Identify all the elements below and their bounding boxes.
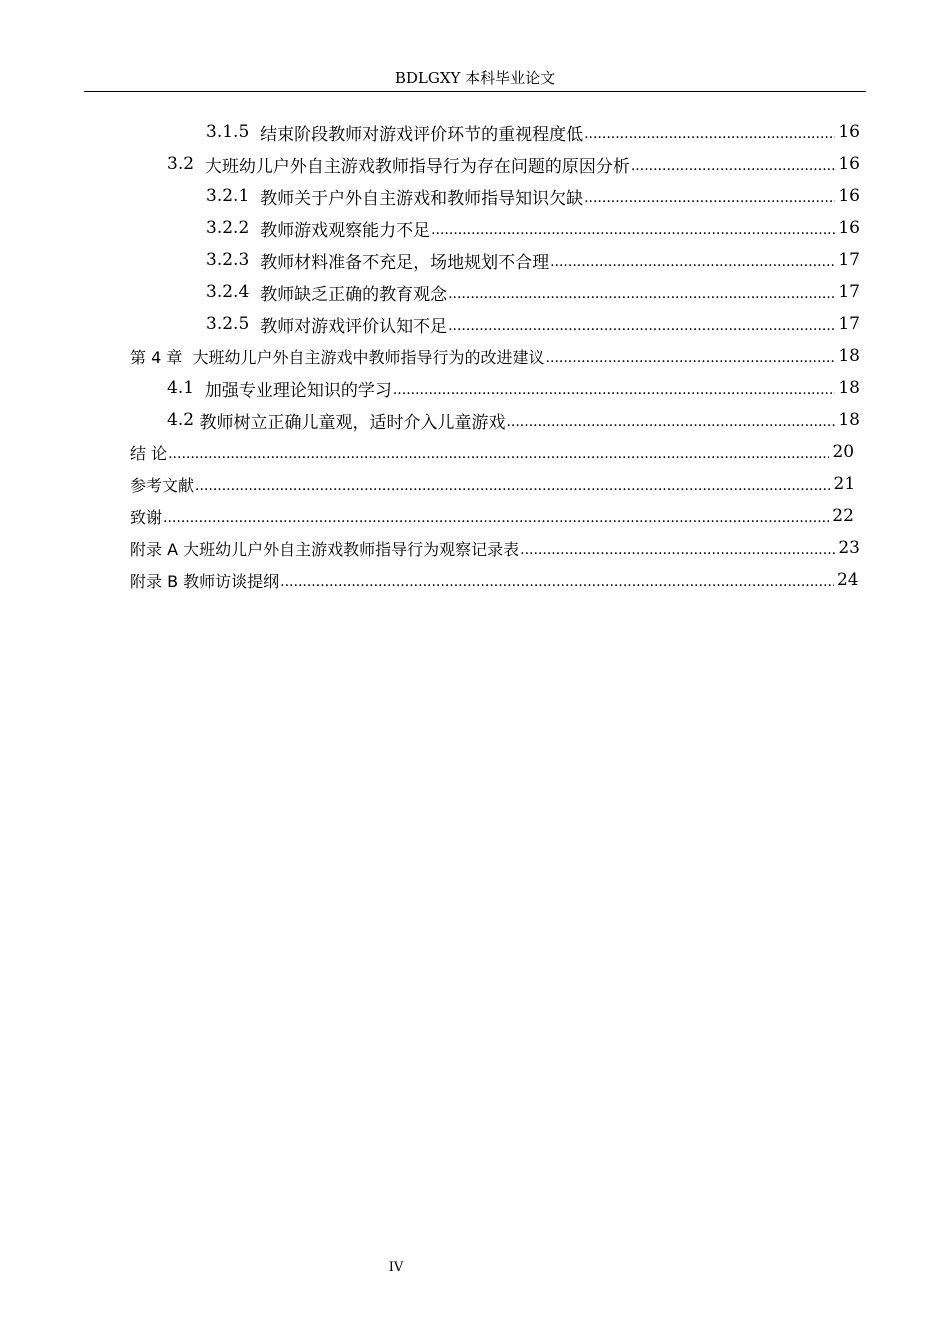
toc-entry-page: 16 [838,154,860,174]
table-of-contents [0,116,950,596]
toc-leader-dots [448,315,835,335]
toc-entry-number: 3.2 [167,154,205,174]
toc-entry[interactable] [0,116,950,148]
toc-entry[interactable] [0,436,950,468]
toc-entry-page: 18 [838,378,860,398]
toc-entry-title: 附录 A 大班幼儿户外自主游戏教师指导行为观察记录表 [130,539,520,559]
toc-entry[interactable] [0,244,950,276]
toc-entry-page: 17 [838,282,860,302]
toc-entry-title: 大班幼儿户外自主游戏教师指导行为存在问题的原因分析 [204,156,630,177]
toc-entry-page: 20 [832,442,855,462]
toc-leader-dots [584,187,835,207]
toc-entry-title: 教师树立正确儿童观，适时介入儿童游戏 [199,412,506,433]
toc-leader-dots [280,571,834,591]
toc-entry-title: 教师游戏观察能力不足 [260,220,431,241]
toc-entry[interactable] [0,180,950,212]
toc-entry-page: 16 [838,122,860,142]
toc-entry-number: 4.1 [167,378,205,398]
toc-entry-number: 第 4 章 [130,347,193,367]
toc-entry[interactable] [0,148,950,180]
toc-entry-page: 22 [832,506,854,526]
toc-entry-page: 16 [838,186,860,206]
toc-entry-title: 致谢 [130,507,163,527]
toc-entry-title: 教师对游戏评价认知不足 [260,316,448,337]
toc-entry[interactable] [0,404,950,436]
toc-entry-number: 4.2 [167,410,200,430]
toc-entry-page: 17 [838,250,860,270]
toc-entry-title: 结束阶段教师对游戏评价环节的重视程度低 [260,124,584,145]
toc-entry-title: 教师材料准备不充足，场地规划不合理 [260,252,550,273]
toc-leader-dots [550,251,835,271]
toc-entry-title: 教师缺乏正确的教育观念 [260,284,448,305]
toc-entry-number: 3.1.5 [206,122,261,142]
toc-entry[interactable] [0,468,950,500]
toc-entry-page: 17 [838,314,860,334]
toc-leader-dots [448,283,835,303]
toc-entry-title: 加强专业理论知识的学习 [204,380,392,401]
toc-entry[interactable] [0,500,950,532]
toc-entry-title: 附录 B 教师访谈提纲 [130,571,280,591]
header-rule [84,91,866,92]
toc-entry[interactable] [0,372,950,404]
page-number: IV [388,1260,404,1275]
toc-leader-dots [506,411,835,431]
toc-entry-title: 大班幼儿户外自主游戏中教师指导行为的改进建议 [192,347,545,367]
toc-entry-title: 参考文献 [130,475,195,495]
toc-entry-number: 3.2.5 [206,314,261,334]
toc-leader-dots [546,347,836,367]
toc-leader-dots [520,539,835,559]
toc-leader-dots [584,123,835,143]
toc-leader-dots [393,379,836,399]
toc-entry-page: 16 [838,218,860,238]
toc-entry[interactable] [0,308,950,340]
toc-entry-number: 3.2.2 [206,218,261,238]
toc-leader-dots [168,443,829,463]
page-header: BDLGXY 本科毕业论文 [394,69,556,87]
toc-entry[interactable] [0,564,950,596]
toc-entry[interactable] [0,532,950,564]
toc-leader-dots [163,507,829,527]
toc-entry-number: 3.2.3 [206,250,261,270]
toc-leader-dots [631,155,836,175]
toc-entry-title: 结 论 [130,443,168,463]
toc-entry[interactable] [0,340,950,372]
toc-entry-number: 3.2.4 [206,282,261,302]
toc-entry-page: 18 [838,410,860,430]
toc-entry-page: 23 [838,538,860,558]
toc-leader-dots [195,475,831,495]
toc-entry[interactable] [0,276,950,308]
toc-entry-page: 18 [838,346,860,366]
toc-entry-page: 24 [836,570,859,590]
toc-entry-title: 教师关于户外自主游戏和教师指导知识欠缺 [260,188,584,209]
toc-entry-page: 21 [833,474,856,494]
toc-entry[interactable] [0,212,950,244]
toc-leader-dots [431,219,835,239]
toc-entry-number: 3.2.1 [206,186,261,206]
